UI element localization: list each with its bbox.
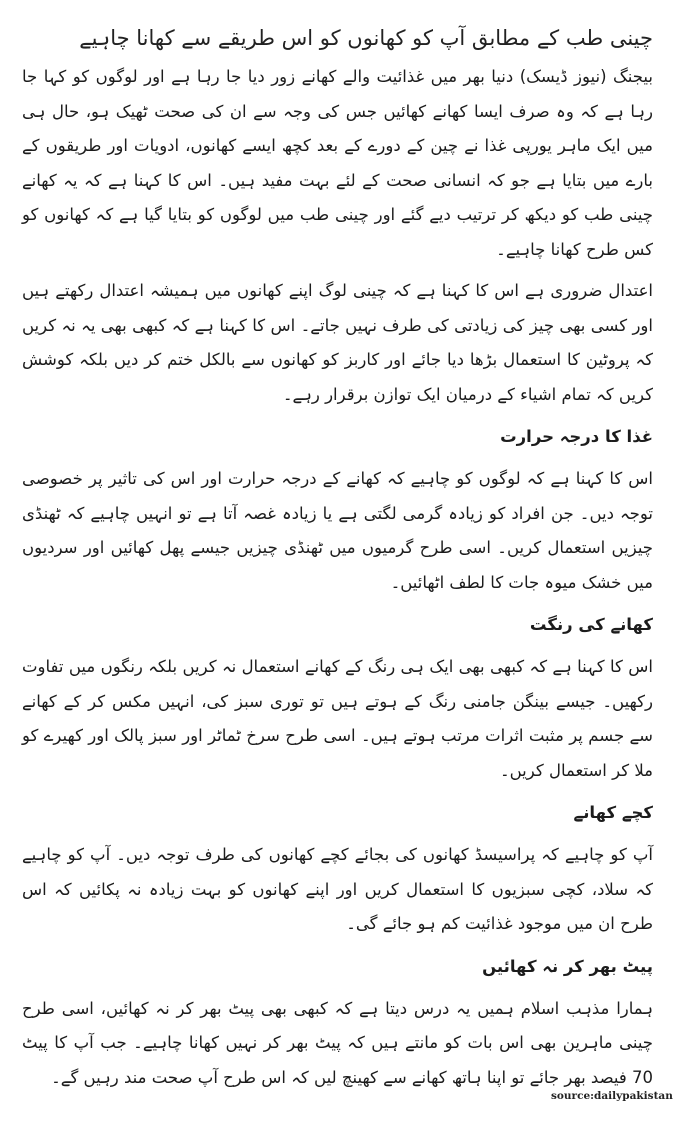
section-body-raw-food: آپ کو چاہیے کہ پراسیسڈ کھانوں کی بجائے کچے کھانوں کی طرف توجہ دیں۔ آپ کو چاہیے کہ سلاد، کچی سبزیوں کا استعمال کریں اور اپنے کھانوں کو بہت زیادہ نہ پکائیں کہ اس طرح ان میں موجود غذائیت کم ہو جائے گی۔ — [22, 845, 653, 933]
section-body-dont-overeat: ہمارا مذہب اسلام ہمیں یہ درس دیتا ہے کہ کبھی بھی پیٹ بھر کر نہ کھائیں، اسی طرح چینی ماہرین بھی اس بات کو مانتے ہیں کہ پیٹ بھر کر نہیں کھانا چاہیے۔ جب آپ کا پیٹ 70 فیصد بھر جائے تو اپنا ہاتھ کھانے سے کھینچ لیں کہ اس طرح آپ صحت مند رہیں گے۔ — [22, 998, 653, 1087]
section-body-food-temperature: اس کا کہنا ہے کہ لوگوں کو چاہیے کہ کھانے کے درجہ حرارت اور اس کی تاثیر پر خصوصی توجہ دیں۔ جن افراد کو زیادہ گرمی لگتی ہے یا زیادہ غصہ آتا ہے تو انہیں چاہیے کہ ٹھنڈی چیزیں استعمال کریں۔ اسی طرح گرمیوں میں ٹھنڈی چیزیں جیسے پھل کھائیں اور سردیوں میں خشک میوہ جات کا لطف اٹھائیں۔ — [22, 469, 653, 592]
section-body-food-color: اس کا کہنا ہے کہ کبھی بھی ایک ہی رنگ کے کھانے استعمال نہ کریں بلکہ رنگوں میں تفاوت رکھیں۔ جیسے بینگن جامنی رنگ کے ہوتے ہیں تو توری سبز کی، انہیں مکس کر کے کھانے سے جسم پر مثبت اثرات مرتب ہوتے ہیں۔ اسی طرح سرخ ٹماٹر اور سبز پالک اور کھیرے کو ملا کر استعمال کریں۔ — [22, 657, 653, 780]
section-heading-raw-food: کچے کھانے — [573, 803, 653, 822]
section-heading-food-color: کھانے کی رنگت — [529, 615, 653, 634]
balance-paragraph: اعتدال ضروری ہے اس کا کہنا ہے کہ چینی لوگ اپنے کھانوں میں ہمیشہ اعتدال رکھتے ہیں اور کسی بھی چیز کی زیادتی کی طرف نہیں جاتے۔ اس کا کہنا ہے کہ کبھی بھی یہ نہ کریں کہ پروٹین کا استعمال بڑھا دیا جائے اور کاربز کو کھانوں سے بالکل ختم کر دیں بلکہ کوشش کریں کہ تمام اشیاء کے درمیان ایک توازن برقرار رہے۔ — [22, 281, 653, 404]
section-heading-food-temperature: غذا کا درجہ حرارت — [500, 427, 653, 446]
source-credit: source:dailypakistan — [551, 1090, 673, 1102]
article-title: چینی طب کے مطابق آپ کو کھانوں کو اس طریقے سے کھانا چاہیے — [79, 26, 653, 50]
intro-paragraph: بیجنگ (نیوز ڈیسک) دنیا بھر میں غذائیت والے کھانے زور دیا جا رہا ہے اور لوگوں کو کہا جا رہا ہے کہ وہ صرف ایسا کھانے کھائیں جس کی وجہ سے ان کی صحت ٹھیک ہو، حال ہی میں ایک ماہر یورپی غذا نے چین کے دورے کے بعد کچھ ایسے کھانوں، ادویات اور طریقوں کے بارے میں بتایا ہے جو کہ انسانی صحت کے لئے بہت مفید ہیں۔ اس کا کہنا ہے کہ یہ کھانے چینی طب کو دیکھ کر ترتیب دیے گئے اور چینی طب میں لوگوں کو بتایا گیا ہے کہ کھانوں کو کس طرح کھانا چاہیے۔ — [22, 67, 653, 259]
section-heading-dont-overeat: پیٹ بھر کر نہ کھائیں — [482, 956, 653, 976]
